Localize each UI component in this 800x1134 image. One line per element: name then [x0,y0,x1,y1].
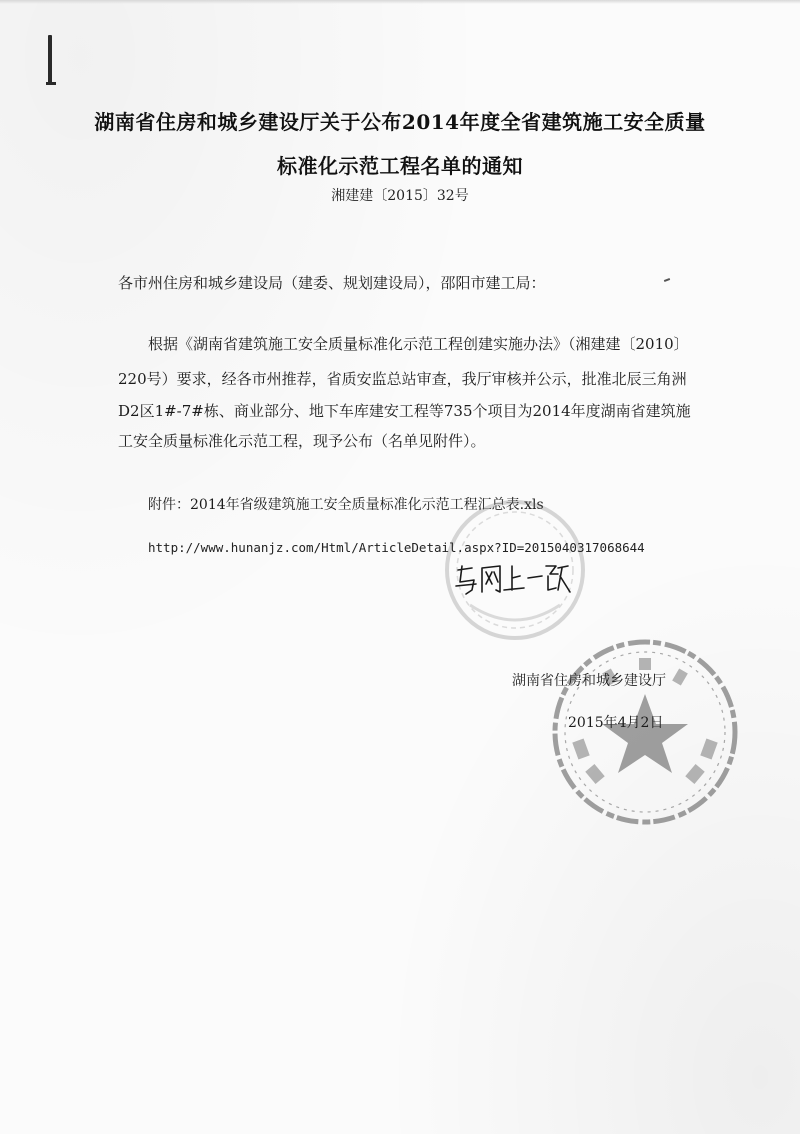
attachment-line: 附件：2014年省级建筑施工安全质量标准化示范工程汇总表.xls [148,497,544,513]
body-line: D2区1#-7#栋、商业部分、地下车库建安工程等735个项目为2014年度湖南省建筑施 [118,402,691,420]
document-title-line-2: 标准化示范工程名单的通知 [277,154,523,178]
source-url: http://www.hunanjz.com/Html/ArticleDetail.aspx?ID=2015040317068644 [148,540,645,555]
body-line: 220号）要求，经各市州推荐，省质安监总站审查，我厅审核并公示，批准北辰三角洲 [118,370,687,388]
scan-mark-icon [48,35,52,85]
body-line: 根据《湖南省建筑施工安全质量标准化示范工程创建实施办法》（湘建建〔2010〕 [148,335,689,353]
ink-mark-icon [664,278,670,282]
issuer-name: 湖南省住房和城乡建设厅 [512,673,666,689]
salutation: 各市州住房和城乡建设局（建委、规划建设局），邵阳市建工局： [118,274,546,292]
document-number: 湘建建〔2015〕32号 [331,188,469,204]
scan-mark-tick-icon [46,82,56,85]
handwritten-note-icon [452,556,572,606]
issue-date: 2015年4月2日 [568,715,664,731]
official-seal-icon [545,632,745,832]
body-line: 工安全质量标准化示范工程，现予公布（名单见附件）。 [118,432,486,450]
document-title-line-1: 湖南省住房和城乡建设厅关于公布2014年度全省建筑施工安全质量 [94,110,706,134]
scan-edge [0,0,800,4]
